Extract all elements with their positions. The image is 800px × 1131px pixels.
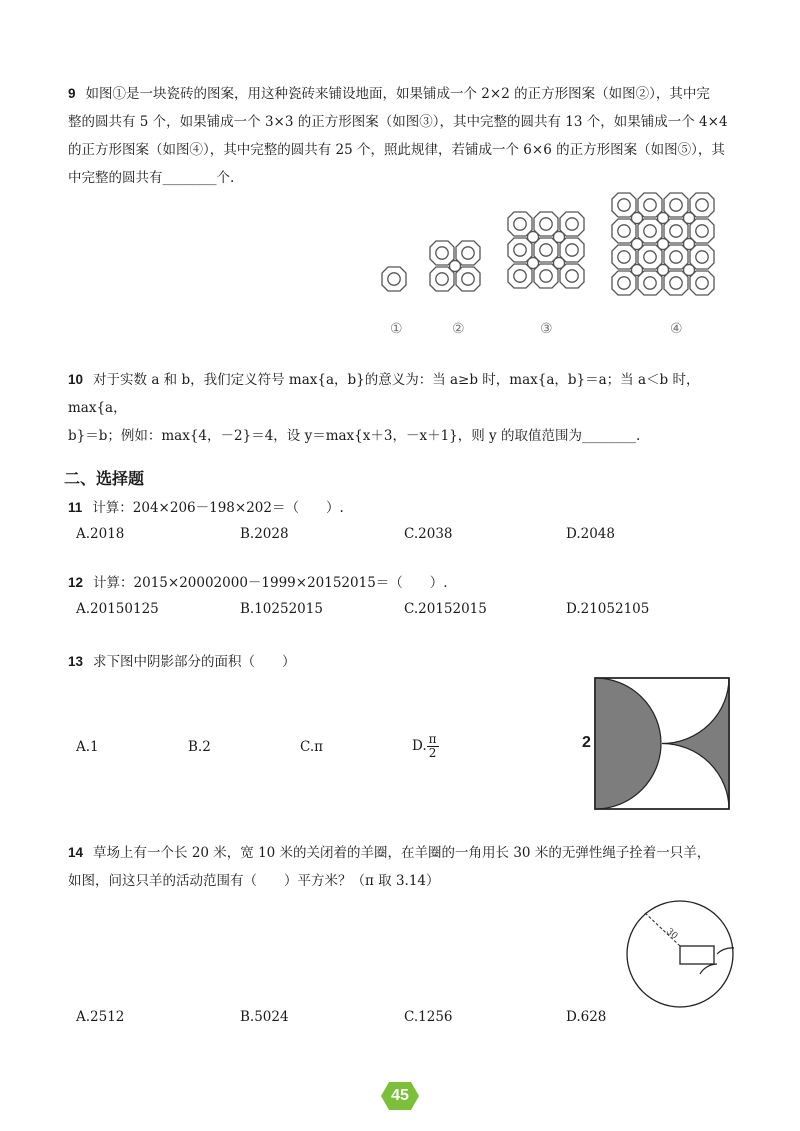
tile xyxy=(664,271,688,295)
figure-label: ② xyxy=(452,321,465,337)
option-a: A.2512 xyxy=(76,1009,125,1025)
tile xyxy=(430,241,454,265)
option-b: B.2028 xyxy=(240,526,289,542)
page-number-badge xyxy=(381,1082,419,1110)
tile xyxy=(560,264,584,288)
corner-circle xyxy=(632,265,643,276)
corner-circle xyxy=(658,213,669,224)
tile xyxy=(508,264,532,288)
tile xyxy=(382,267,406,291)
tile xyxy=(612,245,636,269)
corner-circle xyxy=(632,213,643,224)
corner-circle xyxy=(684,265,695,276)
question-number: 10 xyxy=(68,372,84,387)
option-d: D.628 xyxy=(566,1009,607,1025)
tile xyxy=(690,245,714,269)
small-arc xyxy=(700,964,717,974)
fraction-numerator: π xyxy=(428,732,437,746)
corner-circle xyxy=(528,232,539,243)
corner-circle xyxy=(554,258,565,269)
option-a: A.1 xyxy=(76,739,99,755)
question-text-line: 草场上有一个长 20 米，宽 10 米的关闭着的羊圈，在羊圈的一角用长 30 米的无弹性绳子拴着一只羊， xyxy=(93,845,711,861)
page-number: 45 xyxy=(391,1087,409,1104)
tile xyxy=(612,219,636,243)
tile xyxy=(456,241,480,265)
question-number: 9 xyxy=(68,86,76,101)
tile-figure-4 xyxy=(612,193,714,295)
tile xyxy=(638,245,662,269)
corner-circle xyxy=(632,239,643,250)
sheep-pen xyxy=(680,946,714,964)
question-9 xyxy=(68,80,738,192)
tile xyxy=(612,193,636,217)
option-d xyxy=(412,733,439,760)
question-13 xyxy=(68,648,738,676)
tile-figure-1 xyxy=(382,267,406,291)
corner-circle xyxy=(554,232,565,243)
tile xyxy=(560,212,584,236)
question-10 xyxy=(68,366,738,450)
figure-label: ④ xyxy=(670,321,683,337)
question-11 xyxy=(68,494,738,522)
tile-figure-3 xyxy=(508,212,584,288)
option-c: C.π xyxy=(300,739,324,755)
tile xyxy=(690,193,714,217)
question-number: 14 xyxy=(68,845,84,860)
tile xyxy=(664,219,688,243)
fraction-denominator: 2 xyxy=(428,746,437,760)
option-a: A.20150125 xyxy=(76,601,159,617)
rope-length-label: 30 xyxy=(664,926,680,942)
option-d-prefix: D. xyxy=(412,738,427,754)
corner-circle xyxy=(528,258,539,269)
corner-circle xyxy=(658,265,669,276)
question-text-line: 对于实数 a 和 b，我们定义符号 max{a，b}的意义为：当 a≥b 时，max{a，b}＝a；当 a＜b 时，max{a， xyxy=(68,372,700,416)
tile xyxy=(638,193,662,217)
question-number: 13 xyxy=(68,654,84,669)
tile xyxy=(664,193,688,217)
tile-pattern-figures xyxy=(370,185,750,335)
tile xyxy=(534,264,558,288)
tile xyxy=(534,238,558,262)
tile xyxy=(690,271,714,295)
tile xyxy=(534,212,558,236)
tile xyxy=(690,219,714,243)
tile xyxy=(430,267,454,291)
question-number: 12 xyxy=(68,575,84,590)
option-d: D.2048 xyxy=(566,526,615,542)
question-text-line: 中完整的圆共有________个. xyxy=(68,170,235,186)
corner-circle xyxy=(658,239,669,250)
side-length-label: 2 xyxy=(582,734,591,751)
figure-label: ① xyxy=(390,321,403,337)
tile xyxy=(456,267,480,291)
option-b: B.5024 xyxy=(240,1009,289,1025)
tile-figure-2 xyxy=(430,241,480,291)
option-c: C.1256 xyxy=(404,1009,453,1025)
figure-label: ③ xyxy=(540,321,553,337)
question-text-line: 的正方形图案（如图④），其中完整的圆共有 25 个，照此规律，若铺成一个 6×6 的正方形图案（如图⑤），其 xyxy=(68,142,725,158)
sheep-range-figure xyxy=(622,896,742,1016)
question-text-line: 整的圆共有 5 个，如果铺成一个 3×3 的正方形图案（如图③），其中完整的圆共有 13 个，如果铺成一个 4×4 xyxy=(68,114,728,130)
corner-circle xyxy=(684,239,695,250)
option-c: C.20152015 xyxy=(404,601,487,617)
question-text-line: 如图①是一块瓷砖的图案，用这种瓷砖来铺设地面，如果铺成一个 2×2 的正方形图案（如图②），其中完 xyxy=(85,86,710,102)
tile xyxy=(664,245,688,269)
fraction xyxy=(427,733,439,760)
tile xyxy=(508,212,532,236)
question-14 xyxy=(68,839,738,895)
option-a: A.2018 xyxy=(76,526,125,542)
option-b: B.2 xyxy=(188,739,211,755)
corner-circle xyxy=(684,213,695,224)
question-text-line: b}＝b；例如：max{4，－2}＝4，设 y＝max{x＋3，－x＋1}，则 y 的取值范围为________. xyxy=(68,428,641,444)
question-12 xyxy=(68,569,738,597)
question-text: 求下图中阴影部分的面积（ ） xyxy=(93,654,296,670)
option-d: D.21052105 xyxy=(566,601,650,617)
question-text: 计算：204×206－198×202＝（ ）. xyxy=(92,500,344,516)
option-c: C.2038 xyxy=(404,526,453,542)
corner-circle xyxy=(450,261,461,272)
tile xyxy=(612,271,636,295)
small-arc xyxy=(717,948,734,954)
tile xyxy=(508,238,532,262)
option-b: B.10252015 xyxy=(240,601,323,617)
question-text-line: 如图，问这只羊的活动范围有（ ）平方米？（π 取 3.14） xyxy=(68,873,440,889)
tile xyxy=(638,271,662,295)
tile xyxy=(560,238,584,262)
question-text: 计算：2015×20002000－1999×20152015＝（ ）. xyxy=(93,575,448,591)
question-number: 11 xyxy=(68,500,83,515)
tile xyxy=(638,219,662,243)
shaded-area-figure xyxy=(594,677,730,810)
section-title: 二、选择题 xyxy=(64,469,145,488)
